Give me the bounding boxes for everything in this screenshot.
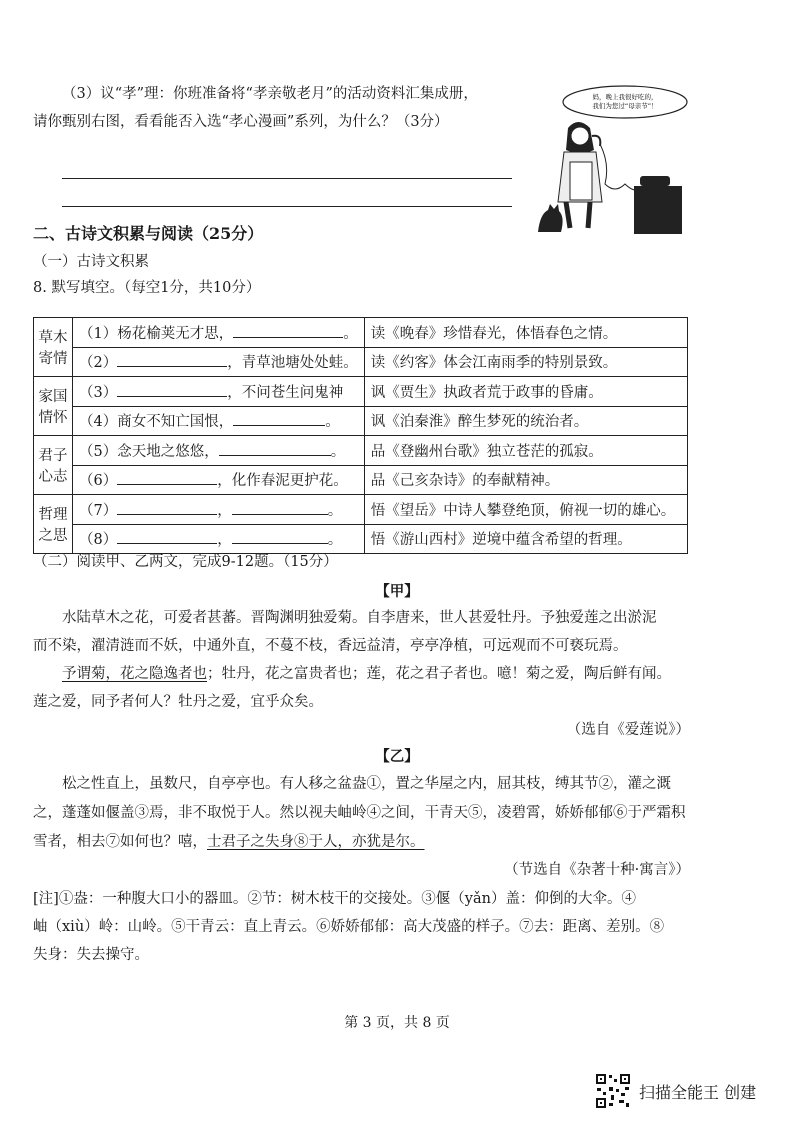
section2-sub1: （一）古诗文积累 [33,254,149,270]
question-cell: （3） ，不问苍生问鬼神 [73,377,365,407]
yi-l3: 雪者，相去⑦如何也？嘻，士君子之失身⑧于人，亦犹是尔。 [33,834,425,850]
question-cell: （1）杨花榆荚无才思， 。 [73,318,365,348]
yi-l1: 松之性直上，虽数尺，自亭亭也。有人移之盆盎①，置之华屋之内，屈其枝，缚其节②，灌之溉 [62,776,671,792]
notes-l2: 岫（xiù）岭：山岭。⑤干青云：直上青云。⑥娇娇郁郁：高大茂盛的样子。⑦去：距离、差别。⑧ [33,919,665,935]
note-cell: 悟《望岳》中诗人攀登绝顶，俯视一切的雄心。 [364,495,687,525]
blank[interactable] [219,441,331,456]
table-row [34,495,688,525]
question-cell: （2） ，青草池塘处处蛙。 [73,347,365,377]
question-cell: （7） ， 。 [73,495,365,525]
note-cell: 读《晚春》珍惜春光，体悟春色之情。 [364,318,687,348]
blank[interactable] [233,323,343,338]
blank[interactable] [232,500,328,515]
q3-line1: （3）议“孝”理：你班准备将“孝亲敬老月”的活动资料汇集成册， [62,86,478,102]
table-row [34,406,688,436]
blank[interactable] [117,352,227,367]
yi-source: （节选自《杂著十种·寓言》） [504,862,690,878]
bubble-text-1: 妈，晚上我很好吃的， [592,93,658,101]
bubble-text-2: 我们为您过“母亲节”！ [592,102,658,110]
yi-heading: 【乙】 [375,748,419,765]
table-row [34,465,688,495]
underlined-sentence: 予谓菊，花之隐逸者也 [62,666,207,682]
theme-cell: 君子 心志 [34,436,73,495]
question-cell: （5）念天地之悠悠， 。 [73,436,365,466]
underlined-sentence: 士君子之失身⑧于人，亦犹是尔。 [207,834,425,850]
q8-title: 8. 默写填空。（每空1分，共10分） [33,280,261,296]
section2-title: 二、古诗文积累与阅读（25分） [33,224,264,243]
question-cell: （8） ， 。 [73,524,365,554]
jia-p2b: 莲之爱，同予者何人？牡丹之爱，宜乎众矣。 [33,694,323,710]
blank[interactable] [117,470,217,485]
question-cell: （4）商女不知亡国恨， 。 [73,406,365,436]
blank[interactable] [117,382,227,397]
table-row [34,318,688,348]
answer-line-2 [62,206,512,207]
jia-heading: 【甲】 [375,583,419,600]
q3-line2: 请你甄别右图，看看能否入选“孝心漫画”系列，为什么？（3分） [33,114,449,130]
question-cell: （6） ，化作春泥更护花。 [73,465,365,495]
fill-in-table [33,317,688,554]
notes-l1: [注]①盎：一种腹大口小的器皿。②节：树木枝干的交接处。③偃（yǎn）盖：仰倒的大伞。④ [33,891,636,907]
note-cell: 讽《泊秦淮》醉生梦死的统治者。 [364,406,687,436]
note-cell: 读《约客》体会江南雨季的特别景致。 [364,347,687,377]
blank[interactable] [233,411,325,426]
blank[interactable] [232,529,328,544]
note-cell: 品《己亥杂诗》的奉献精神。 [364,465,687,495]
cartoon-mother-phone [530,80,700,240]
watermark-text: 扫描全能王 创建 [639,1082,757,1102]
theme-cell: 草木 寄情 [34,318,73,377]
table-row [34,377,688,407]
qr-code-icon [595,1073,631,1109]
page-number: 第 3 页，共 8 页 [344,1015,450,1031]
blank[interactable] [117,529,217,544]
answer-line-1 [62,178,512,179]
section2-sub2: （二）阅读甲、乙两文，完成9-12题。（15分） [33,554,338,570]
note-cell: 品《登幽州台歌》独立苍茫的孤寂。 [364,436,687,466]
jia-p1b: 而不染，濯清涟而不妖，中通外直，不蔓不枝，香远益清，亭亭净植，可远观而不可亵玩焉。 [33,638,628,654]
notes-l3: 失身：失去操守。 [33,947,149,963]
jia-p1a: 水陆草木之花，可爱者甚蕃。晋陶渊明独爱菊。自李唐来，世人甚爱牡丹。予独爱莲之出淤泥 [62,610,657,626]
table-row [34,347,688,377]
jia-p2a: 予谓菊，花之隐逸者也；牡丹，花之富贵者也；莲，花之君子者也。噫！菊之爱，陶后鲜有闻。 [62,666,671,682]
yi-l2: 之，蓬蓬如偃盖③焉，非不取悦于人。然以视夫岫岭④之间，干青天⑤，凌碧霄，娇娇郁郁⑥于严霜积 [33,805,686,821]
note-cell: 悟《游山西村》逆境中蕴含希望的哲理。 [364,524,687,554]
jia-source: （选自《爱莲说》） [566,722,690,738]
theme-cell: 家国 情怀 [34,377,73,436]
note-cell: 讽《贾生》执政者荒于政事的昏庸。 [364,377,687,407]
table-row [34,436,688,466]
blank[interactable] [117,500,217,515]
scanner-watermark [595,1073,756,1109]
theme-cell: 哲理 之思 [34,495,73,554]
